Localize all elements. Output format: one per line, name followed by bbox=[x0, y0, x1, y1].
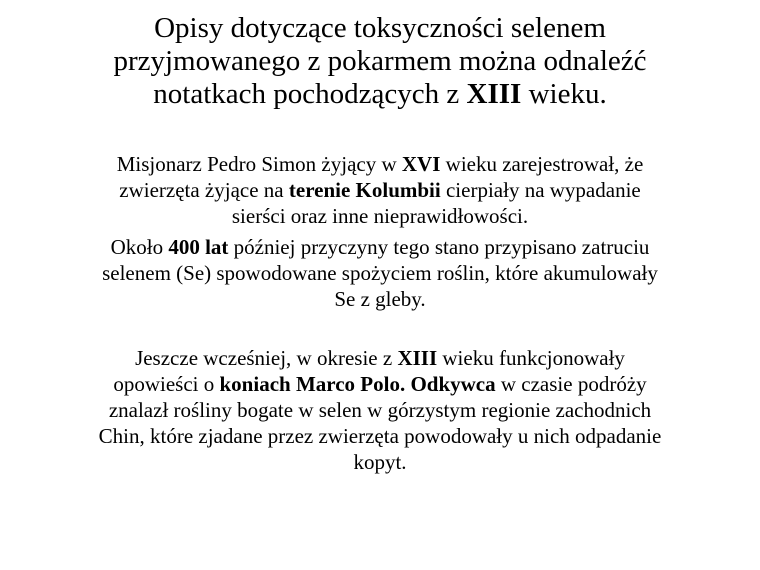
text-line: opowieści o koniach Marco Polo. Odkywca w czasie podróży bbox=[113, 372, 647, 396]
paragraph-marco-polo bbox=[20, 345, 740, 475]
bold-marco-polo: koniach Marco Polo. Odkywca bbox=[219, 372, 496, 396]
text-line: znalazł rośliny bogate w selen w górzystym regionie zachodnich bbox=[108, 398, 652, 422]
text-line: Chin, które zjadane przez zwierzęta powodowały u nich odpadanie bbox=[98, 424, 662, 448]
text-line: selenem (Se) spowodowane spożyciem roślin, które akumulowały bbox=[102, 261, 658, 285]
text-line: Se z gleby. bbox=[334, 287, 426, 311]
text-line: zwierzęta żyjące na terenie Kolumbii cierpiały na wypadanie bbox=[119, 178, 641, 202]
bold-years: 400 lat bbox=[168, 235, 229, 259]
text-line: sierści oraz inne nieprawidłowości. bbox=[231, 204, 529, 228]
title-line: Opisy dotyczące toksyczności selenem bbox=[154, 12, 606, 44]
bold-century: XIII bbox=[466, 78, 522, 110]
bold-century: XVI bbox=[401, 152, 441, 176]
title-line: przyjmowanego z pokarmem można odnaleźć bbox=[113, 45, 647, 77]
text-line: Jeszcze wcześniej, w okresie z XIII wieku funkcjonowały bbox=[135, 346, 625, 370]
slide-title bbox=[60, 12, 700, 111]
text-line: kopyt. bbox=[353, 450, 407, 474]
bold-century: XIII bbox=[397, 346, 438, 370]
title-line: notatkach pochodzących z XIII wieku. bbox=[153, 78, 607, 110]
paragraph-400-years bbox=[20, 234, 740, 312]
paragraph-simon bbox=[20, 151, 740, 229]
text-line: Misjonarz Pedro Simon żyjący w XVI wieku zarejestrował, że bbox=[116, 152, 644, 176]
bold-region: terenie Kolumbii bbox=[288, 178, 441, 202]
text-line: Około 400 lat później przyczyny tego stano przypisano zatruciu bbox=[110, 235, 650, 259]
